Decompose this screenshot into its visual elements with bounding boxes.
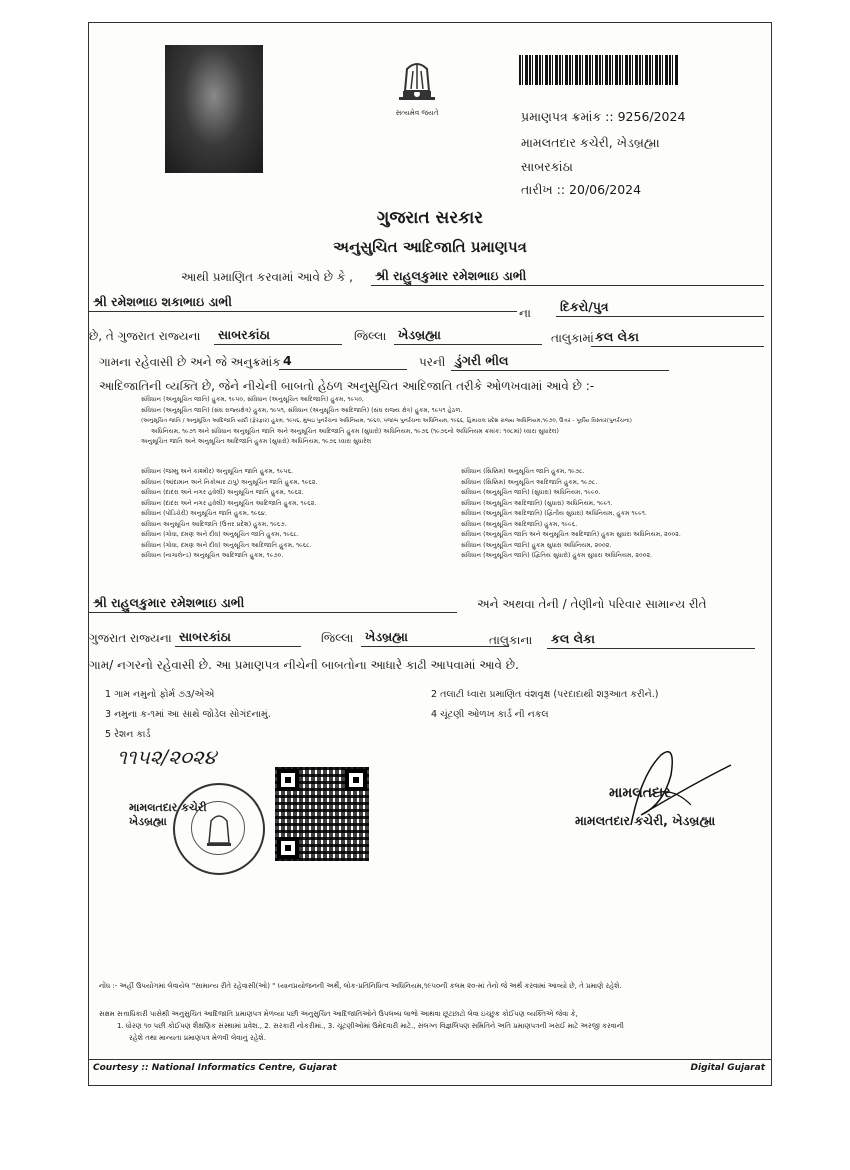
order-line: સંવિધાન (પોંડિચેરી) અનુસૂચિત જાતિ હુકમ, ૧૯૬૪.	[141, 510, 267, 517]
order-line: સંવિધાન (આંદામાન અને નિકોબાર ટાપુ) અનુસૂચિત જાતિ હુકમ, ૧૯૬૨.	[141, 478, 318, 486]
caste-label: પરની	[419, 355, 446, 369]
qr-code[interactable]	[275, 767, 369, 861]
of-label: ના	[519, 306, 531, 320]
applicant-name: શ્રી રાહુલકુમાર રમેશભાઇ ડાભી	[371, 268, 764, 286]
relation: દિકરો/પુત્ર	[556, 299, 764, 317]
resident-suffix: અને અથવા તેની / તેણીનો પરિવાર સામાન્ય રીતે	[477, 597, 707, 611]
footer-paragraph: રહેશે તથા માન્યતા પ્રમાણપત્ર મેળવી લેવાનું રહેશે.	[129, 1034, 267, 1042]
order-line: સંવિધાન (અનુસૂચિત આદિજાતિ) (સુધારા) અધિનિયમ, ૧૯૯૧.	[461, 499, 613, 507]
basis-intro: ગામ/ નગરનો રહેવાસી છે. આ પ્રમાણપત્ર નીચેની બાબતોના આધારે કાઢી આપવામાં આવે છે.	[89, 658, 519, 672]
certificate-page	[88, 22, 772, 1086]
order-line: સંવિધાન અનુસૂચિત આદિજાતિ (ઉત્તર પ્રદેશ) હુકમ, ૧૯૬૭.	[141, 520, 287, 528]
office-stamp	[173, 783, 265, 875]
order-line: સંવિધાન (સિક્કિમ) અનુસૂચિત આદિજાતિ હુકમ, ૧૯૭૮.	[461, 478, 598, 486]
serial-prefix: ગામના રહેવાસી છે અને જે અનુક્રમાંક	[99, 355, 281, 369]
order-line: સંવિધાન (દાદરા અને નગર હવેલી) અનુસૂચિત જાતિ હુકમ, ૧૯૬૨.	[141, 489, 304, 496]
basis-item: 1 ગામ નમુનો ફોર્મ ૭૩/એએ	[105, 689, 215, 700]
handwritten-number: ૧૧૫૨/૨૦૨૪	[117, 745, 217, 769]
order-line: સંવિધાન (નાગાલેન્ડ) અનુસૂચિત આદિજાતિ હુકમ, ૧૯૭૦.	[141, 552, 284, 559]
residence-district: સાબરકાંઠા	[214, 327, 342, 345]
basis-item: 5 રેશન કાર્ડ	[105, 729, 151, 740]
footer-note: નોંધ :- અહીં ઉપયોગમાં લેવાયેલ "સામાન્ય રીતે રહેવાસી(ઓ) " ધ્યાનપ્રયોજનની અર્થે, લોક-પ્રતિનિધિત્વ અધિનિયમ,૧૯૫૦ની કલમ ૨૦-માં તેનો જે અર્થ કરવામાં આવ્યો છે, તે પ્રમાણે રહેશે.	[99, 982, 622, 990]
footer-divider	[89, 1059, 771, 1060]
orders-top	[141, 395, 632, 448]
order-line: (અનુસૂચિત જાતિ / અનુસૂચિત આદિજાતિ યાદી (ફેરફાર) હુકમ, ૧૯૫૬, મુંબઇ પુનર્રચના અધિનિયમ, ૧૯૬૦, પંજાબ પુનર્રચના અધિનિયમ, ૧૯૬૬, હિમાચલ પ્રદેશ રાજ્ય અધિનિયમ,૧૯૭૦, ઉત્તર - પૂર્વીય વિસ્તાર(પુનર્રચના)	[141, 418, 632, 424]
government-title: ગુજરાત સરકાર	[376, 208, 484, 228]
caste-name: ડુંગરી ભીલ	[451, 353, 669, 371]
order-line: સંવિધાન (ગોવા, દમણ અને દીવ) અનુસૂચિત જાતિ હુકમ, ૧૯૬૮.	[141, 531, 299, 538]
emblem-motto: સત્યમેવ જયતે	[395, 109, 439, 117]
resident-district-label: જિલ્લા	[321, 631, 354, 645]
state-prefix: છે, તે ગુજરાત રાજ્યના	[89, 329, 201, 343]
order-line: સંવિધાન (અનુસૂચિત જાતિ) (સુધારા) અધિનિયમ, ૧૯૯૦.	[461, 489, 601, 496]
national-emblem-icon	[389, 51, 445, 109]
order-line: સંવિધાન (અનુસૂચિત જાતિ અને અનુસૂચિત આદિજાતિ) હુકમ સુધારા અધિનિયમ, ૨૦૦૨.	[461, 531, 681, 538]
resident-taluka: ખેડબ્રહ્મા	[361, 629, 509, 647]
order-line: અધિનિયમ, ૧૯૭૧ અને સંવિધાન અનુસૂચિત જાતિ અને અનુસૂચિત આદિજાતિ હુકમ (સુધારો) અધિનિયમ, ૧૯૭૬ (૧૯૭૬નો અધિનિયમ ક્રમાંક: ૧૦૮માં) ધ્વારા સુધારેલ)	[151, 427, 559, 435]
resident-state-prefix: ગુજરાત રાજ્યના	[89, 631, 172, 645]
residence-taluka: ખેડબ્રહ્મા	[394, 327, 542, 345]
order-line: સંવિધાન (અનુસૂચિત જાતિ) હુકમ સુધારા અધિનિયમ, ૨૦૦૨.	[461, 541, 612, 549]
issuing-office: મામલતદાર કચેરી, ખેડબ્રહ્મા	[521, 135, 660, 150]
signatory-title: મામલતદાર	[609, 785, 671, 801]
order-line: સંવિધાન (દાદરા અને નગર હવેલી) અનુસૂચિત આદિજાતિ હુકમ, ૧૯૬૨.	[141, 499, 317, 507]
basis-item: 4 ચૂંટણી ઓળખ કાર્ડ ની નકલ	[431, 709, 549, 720]
order-line: સંવિધાન (અનુસૂચિત જાતિ) (સંઘ રાજ્યક્ષેત્ર) હુકમ, ૧૯૫૧, સંવિધાન (અનુસૂચિત આદિજાતિ) (સંઘ રાજ્ય ક્ષેત્ર) હુકમ, ૧૯૫૧ હેઠળ.	[141, 406, 463, 414]
barcode	[519, 55, 679, 85]
taluka-label: તાલુકામાં	[551, 331, 594, 345]
certificate-number: પ્રમાણપત્ર ક્રમાંક :: 9256/2024	[521, 109, 686, 124]
issuing-district: સાબરકાંઠા	[521, 159, 573, 174]
order-line: સંવિધાન (અનુસૂચિત જાતિ) હુકમ, ૧૯૫૦, સંવિધાન (અનુસૂચિત આદિજાતિ) હુકમ, ૧૯૫૦,	[141, 396, 364, 403]
basis-item: 2 તલાટી ધ્વારા પ્રમાણિત વંશવૃક્ષ (પરદાદાથી શરૂઆત કરીને.)	[431, 689, 659, 700]
footer-paragraph: સક્ષમ સત્તાધિકારી પાસેથી અનુસુચિત આદિજાતિ પ્રમાણપત્ર મેળવ્યા પછી અનુસુચિત આદિજાતિઓને ઉપલબ્ધ લાભો આથવા છૂટછાટો લેવા ઇચ્છુક કોઈપણ વ્યક્તિએ જેવા કે,	[99, 1010, 578, 1018]
certificate-title: અનુસુચિત આદિજાતિ પ્રમાણપત્ર	[333, 238, 527, 256]
certify-prefix: આથી પ્રમાણિત કરવામાં આવે છે કે ,	[181, 270, 353, 284]
stamp-text: મામલતદાર કચેરી ખેડબ્રહ્મા	[129, 801, 207, 828]
serial-number: 4	[279, 353, 407, 370]
order-line: સંવિધાન (ગોવા, દમણ અને દીવ) અનુસૂચિત આદિજાતિ હુકમ, ૧૯૬૮.	[141, 541, 312, 549]
recognition-text: આદિજાતિની વ્યક્તિ છે, જેને નીચેની બાબતો હેઠળ અનુસુચિત આદિજાતિ તરીકે ઓળખવામાં આવે છે :-	[99, 379, 595, 393]
resident-taluka-label: તાલુકાના	[489, 633, 533, 647]
signatory-office: મામલતદાર કચેરી, ખેડબ્રહ્મા	[575, 813, 716, 828]
issue-date: તારીખ :: 20/06/2024	[521, 182, 642, 197]
order-line: અનુસૂચિત જાતિ અને અનુસૂચિત આદિજાતિ હુકમ (સુધારો) અધિનિયમ, ૧૯૭૬ ધ્વારા સુધારેલ	[141, 438, 372, 445]
applicant-photo	[165, 45, 263, 173]
footer-paragraph: 1. ધોરણ ૧૦ પછી કોઈપણ શૈક્ષણિક સંસ્થામાં પ્રવેશ., 2. સરકારી નોકરીમાં., 3. ચૂંટણીઓમાં ઉમેદવારી માટે., સંલગ્ન વિજ્ઞલિપણ સમિતિને અતિ પ્રમાણપત્રની ખરાઈ માટે અરજી કરવાની	[117, 1022, 624, 1030]
resident-district: સાબરકાંઠા	[175, 629, 301, 647]
orders-right	[461, 467, 681, 562]
order-line: સંવિધાન (અનુસૂચિત આદિજાતિ) હુકમ, ૧૯૯૬.	[461, 520, 578, 528]
residence-village: કલ લેકા	[591, 329, 764, 347]
order-line: સંવિધાન (અનુસૂચિત જાતિ) (દ્વિતિય સુધારો) હુકમ સુધારા અધિનિયમ, ૨૦૦૨.	[461, 552, 653, 559]
resident-village: કલ લેકા	[547, 631, 755, 649]
orders-left	[141, 467, 318, 562]
father-name: શ્રી રમેશભાઇ શકાભાઇ ડાભી	[89, 294, 517, 312]
courtesy-text: Courtesy :: National Informatics Centre, Gujarat	[93, 1063, 337, 1073]
brand-text: Digital Gujarat	[690, 1063, 765, 1073]
order-line: સંવિધાન (અનુસૂચિત આદિજાતિ) (દ્વિતીય સુધારા) અધિનિયમ, હુકમ ૧૯૯૧.	[461, 510, 647, 517]
order-line: સંવિધાન (સિક્કિમ) અનુસૂચિત જાતિ હુકમ, ૧૯૭૮.	[461, 468, 585, 475]
basis-item: 3 નમુના ક-૧માં આ સાથે જોડેલ સોગંદનામું.	[105, 709, 271, 720]
resident-name: શ્રી રાહુલકુમાર રમેશભાઇ ડાભી	[89, 595, 457, 613]
order-line: સંવિધાન (જમ્મુ અને કાશ્મીર) અનુસૂચિત જાતિ હુકમ, ૧૯૫૬.	[141, 468, 293, 475]
district-label: જિલ્લા	[354, 329, 387, 343]
